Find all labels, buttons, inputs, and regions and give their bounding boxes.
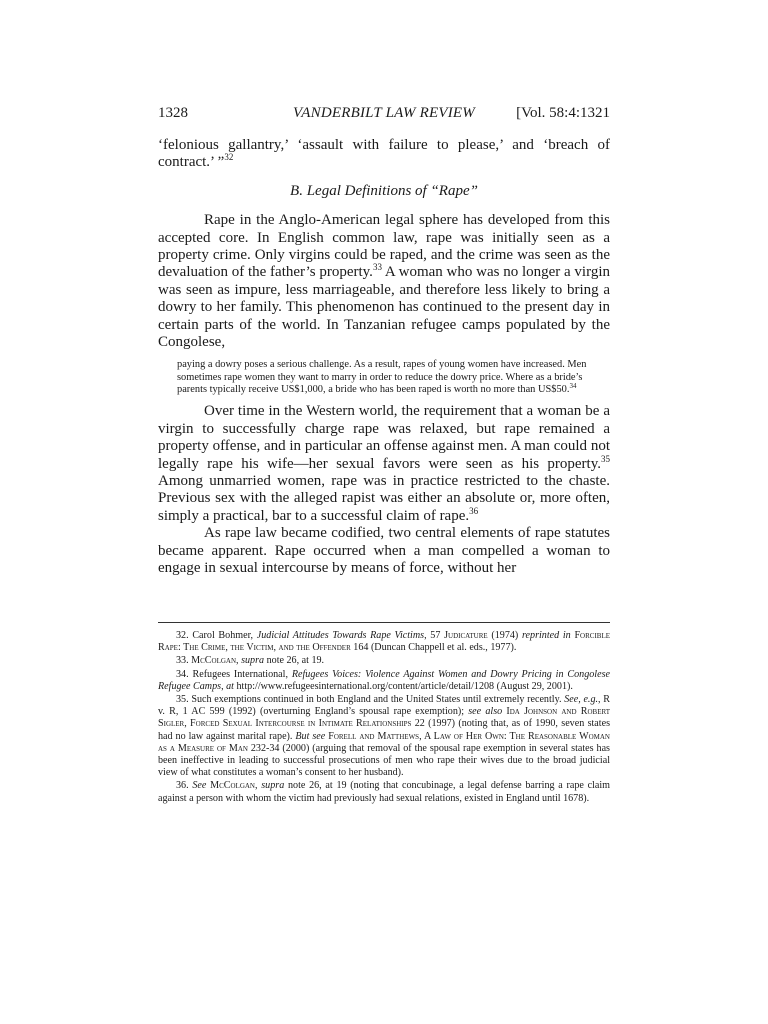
footnote-divider bbox=[158, 622, 610, 623]
footnote-ref: 36 bbox=[469, 505, 479, 516]
block-quote: paying a dowry poses a serious challenge. As a result, rapes of young women have increased. Men sometimes rape women they want to marry in order to reduce the dowry price. Where as a bride’s parents typically receive US$1,000, a bride who has been raped is worth no more than US$50.34 bbox=[177, 359, 587, 396]
footnote-36: 36. See McColgan, supra note 26, at 19 (noting that concubinage, a legal defense barring a rape claim against a person with whom the victim had previously had sexual relations, existed in England until 1678). bbox=[158, 780, 610, 804]
footnote-ref: 35 bbox=[601, 453, 610, 464]
paragraph-continued: ‘felonious gallantry,’ ‘assault with failure to please,’ and ‘breach of contract.’ ”$^{32}$ bbox=[158, 137, 610, 171]
footnote-34: 34. Refugees International, Refugees Voices: Violence Against Women and Dowry Pricing in Congolese Refugee Camps, at http://www.refugeesinternational.org/content/article/detail/1208 (August 29, 2001). bbox=[158, 668, 610, 692]
paragraph: Over time in the Western world, the requirement that a woman be a virgin to successfully charge rape was relaxed, but rape remained a property offense, and in particular an offense against men. A man could not legally rape his wife—her sexual favors were seen as his property.$^{35}$ Among unmarried women, rape was in practice restricted to the chaste. Previous sex with the alleged rapist was either an absolute or, more often, simply a practical, bar to a successful claim of rape.$^{36}$ bbox=[158, 403, 610, 524]
footnote-ref: 33 bbox=[372, 262, 382, 273]
footnote-33: 33. McColgan, supra note 26, at 19. bbox=[176, 655, 325, 667]
journal-title: VANDERBILT LAW REVIEW bbox=[293, 105, 475, 121]
section-heading: B. Legal Definitions of “Rape” bbox=[290, 182, 478, 199]
paragraph: Rape in the Anglo-American legal sphere has developed from this accepted core. In English common law, rape was initially seen as a property crime. Only virgins could be raped, and the crime was seen as the devaluation of the father’s property.$^{33}$ A woman who was no longer a virgin was seen as impure, less marriageable, and therefore less likely to bring a dowry to her family. This phenomenon has continued to the present day in certain parts of the world. In Tanzanian refugee camps populated by the Congolese, bbox=[158, 212, 610, 351]
footnote-32: 32. Carol Bohmer, Judicial Attitudes Towards Rape Victims, 57 Judicature (1974) reprinted in Forcible Rape: The Crime, the Victim, and the Offender 164 (Duncan Chappell et al. eds., 1977). bbox=[158, 630, 610, 654]
running-header bbox=[158, 102, 610, 124]
paragraph: As rape law became codified, two central elements of rape statutes became apparent. Rape occurred when a man compelled a woman to engage in sexual intercourse by means of force, without her bbox=[158, 525, 610, 577]
footnotes bbox=[158, 630, 610, 806]
volume-citation: [Vol. 58:4:1321 bbox=[516, 105, 610, 121]
footnote-ref: 32 bbox=[224, 152, 234, 163]
article-body bbox=[158, 137, 610, 577]
footnote-35: 35. Such exemptions continued in both England and the United States until extremely recently. See, e.g., R v. R, 1 AC 599 (1992) (overturning England’s spousal rape exemption); see also Ida Johnson and Robert Sigler, Forced Sexual Intercourse in Intimate Relationships 22 (1997) (noting that, as of 1990, seven states had no law against marital rape). But see Forell and Matthews, A Law of Her Own: The Reasonable Woman as a Measure of Man 232-34 (2000) (arguing that removal of the spousal rape exemption in several states has been ineffective in leading to successful prosecutions of men who rape their wives due to the broad judicial view of what constitutes a woman’s consent to her husband). bbox=[158, 694, 611, 779]
page-number: 1328 bbox=[158, 105, 188, 121]
footnote-ref: 34 bbox=[569, 382, 577, 391]
